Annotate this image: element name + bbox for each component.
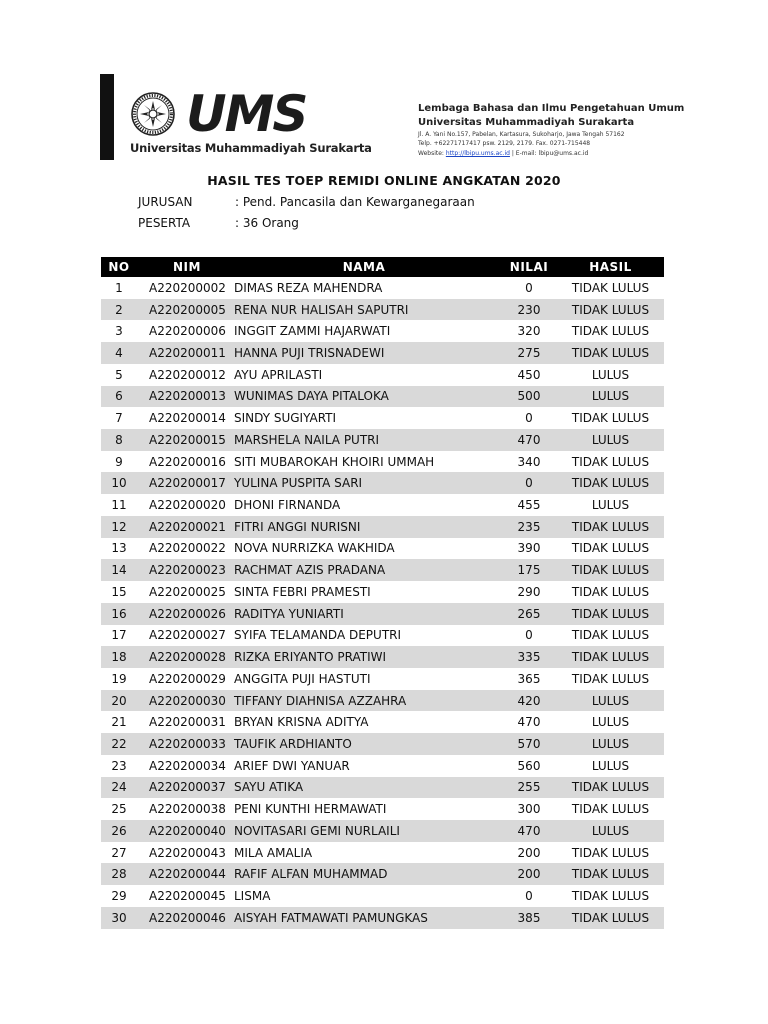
header-nama: NAMA [342, 260, 386, 274]
row-nilai: 0 [525, 888, 533, 903]
row-nim: A220200037 [149, 780, 226, 795]
row-nama: RACHMAT AZIS PRADANA [234, 563, 386, 578]
row-nilai: 200 [517, 845, 541, 860]
row-no: 23 [111, 758, 127, 773]
jurusan-label: JURUSAN [138, 195, 193, 209]
row-nilai: 340 [517, 454, 541, 469]
row-hasil: TIDAK LULUS [571, 411, 650, 426]
row-nama: MARSHELA NAILA PUTRI [234, 432, 380, 447]
row-hasil: LULUS [591, 736, 630, 751]
row-nim: A220200045 [149, 888, 226, 903]
header-no: NO [108, 260, 130, 274]
row-nim: A220200015 [149, 432, 226, 447]
row-nilai: 255 [517, 780, 541, 795]
row-no: 20 [111, 693, 127, 708]
table-row [101, 625, 664, 647]
institution-web [418, 149, 668, 158]
row-no: 16 [111, 606, 127, 621]
results-table [101, 257, 664, 929]
table-row [101, 711, 664, 733]
row-nim: A220200017 [149, 476, 226, 491]
row-nim: A220200011 [149, 346, 226, 361]
row-hasil: TIDAK LULUS [571, 302, 650, 317]
row-nim: A220200002 [149, 280, 226, 295]
row-nilai: 420 [517, 693, 541, 708]
row-nilai: 365 [517, 671, 541, 686]
table-row [101, 755, 664, 777]
row-hasil: LULUS [591, 498, 630, 513]
row-nama: NOVITASARI GEMI NURLAILI [234, 823, 400, 838]
row-nim: A220200021 [149, 519, 226, 534]
website-link[interactable]: http://lbipu.ums.ac.id [445, 149, 510, 157]
row-hasil: TIDAK LULUS [571, 888, 650, 903]
row-hasil: TIDAK LULUS [571, 324, 650, 339]
row-nama: AISYAH FATMAWATI PAMUNGKAS [234, 910, 428, 925]
letterhead [100, 74, 685, 160]
row-nim: A220200028 [149, 650, 226, 665]
row-hasil: TIDAK LULUS [571, 802, 650, 817]
row-nim: A220200006 [149, 324, 226, 339]
row-nama: MILA AMALIA [234, 845, 313, 860]
row-no: 24 [111, 780, 127, 795]
row-nilai: 235 [517, 519, 541, 534]
row-nilai: 470 [517, 432, 541, 447]
row-nilai: 0 [525, 628, 533, 643]
row-no: 12 [111, 519, 127, 534]
table-row [101, 798, 664, 820]
row-nilai: 470 [517, 715, 541, 730]
row-nama: INGGIT ZAMMI HAJARWATI [234, 324, 391, 339]
row-hasil: TIDAK LULUS [571, 454, 650, 469]
ums-seal-logo [131, 92, 175, 136]
row-no: 5 [115, 367, 123, 382]
row-nama: SINTA FEBRI PRAMESTI [234, 584, 371, 599]
row-hasil: TIDAK LULUS [571, 650, 650, 665]
row-hasil: TIDAK LULUS [571, 628, 650, 643]
table-row [101, 690, 664, 712]
row-nim: A220200014 [149, 411, 226, 426]
row-nim: A220200013 [149, 389, 226, 404]
row-no: 1 [115, 280, 123, 295]
row-nim: A220200033 [149, 736, 226, 751]
row-nim: A220200043 [149, 845, 226, 860]
jurusan-value: : Pend. Pancasila dan Kewarganegaraan [235, 195, 475, 209]
letterhead-bar [100, 74, 114, 160]
row-nama: TIFFANY DIAHNISA AZZAHRA [234, 693, 407, 708]
row-nilai: 450 [517, 367, 541, 382]
row-nama: HANNA PUJI TRISNADEWI [234, 346, 385, 361]
row-hasil: TIDAK LULUS [571, 280, 650, 295]
row-no: 26 [111, 823, 127, 838]
row-no: 7 [115, 411, 123, 426]
row-hasil: TIDAK LULUS [571, 563, 650, 578]
row-nilai: 470 [517, 823, 541, 838]
institution-phone: Telp. +62271717417 psw. 2129, 2179. Fax. 0271-715448 [418, 140, 591, 148]
table-body [101, 277, 664, 929]
row-nama: RADITYA YUNIARTI [234, 606, 344, 621]
table-row [101, 299, 664, 321]
row-no: 15 [111, 584, 127, 599]
row-hasil: LULUS [591, 715, 630, 730]
row-nilai: 335 [517, 650, 541, 665]
row-nim: A220200026 [149, 606, 226, 621]
institution-info [418, 102, 685, 158]
row-nama: ARIEF DWI YANUAR [234, 758, 350, 773]
table-row [101, 863, 664, 885]
table-row [101, 668, 664, 690]
row-nilai: 290 [517, 584, 541, 599]
row-no: 17 [111, 628, 127, 643]
institution-address: Jl. A. Yani No.157, Pabelan, Kartasura, Sukoharjo, Jawa Tengah 57162 [418, 131, 625, 138]
row-nilai: 200 [517, 867, 541, 882]
row-nilai: 0 [525, 476, 533, 491]
row-no: 27 [111, 845, 127, 860]
brand-wordmark: UMS [186, 85, 307, 143]
table-row [101, 777, 664, 799]
table-row [101, 646, 664, 668]
row-nilai: 230 [517, 302, 541, 317]
email-text: | E-mail: lbipu@ums.ac.id [509, 149, 589, 157]
row-nama: RAFIF ALFAN MUHAMMAD [234, 867, 388, 882]
row-hasil: TIDAK LULUS [571, 606, 650, 621]
header-nim: NIM [173, 260, 201, 274]
row-no: 22 [111, 736, 127, 751]
row-no: 9 [115, 454, 123, 469]
table-row [101, 516, 664, 538]
row-nim: A220200027 [149, 628, 226, 643]
table-row [101, 277, 664, 299]
row-hasil: TIDAK LULUS [571, 671, 650, 686]
row-nilai: 275 [517, 346, 541, 361]
row-nim: A220200029 [149, 671, 226, 686]
row-nama: PENI KUNTHI HERMAWATI [234, 802, 387, 817]
row-nilai: 0 [525, 411, 533, 426]
row-no: 11 [111, 498, 127, 513]
row-nim: A220200030 [149, 693, 226, 708]
row-no: 10 [111, 476, 127, 491]
row-nama: WUNIMAS DAYA PITALOKA [234, 389, 389, 404]
table-row [101, 538, 664, 560]
row-nilai: 0 [525, 280, 533, 295]
row-nama: LISMA [234, 888, 271, 903]
row-nim: A220200034 [149, 758, 226, 773]
row-hasil: LULUS [591, 693, 630, 708]
table-row [101, 342, 664, 364]
row-nilai: 175 [517, 563, 541, 578]
row-no: 3 [115, 324, 123, 339]
table-row [101, 733, 664, 755]
row-nim: A220200023 [149, 563, 226, 578]
row-nim: A220200025 [149, 584, 226, 599]
table-row [101, 603, 664, 625]
row-nim: A220200005 [149, 302, 226, 317]
table-row [101, 364, 664, 386]
row-hasil: LULUS [591, 367, 630, 382]
row-nim: A220200020 [149, 498, 226, 513]
row-nilai: 300 [517, 802, 541, 817]
row-no: 14 [111, 563, 127, 578]
row-nim: A220200040 [149, 823, 226, 838]
table-row [101, 472, 664, 494]
table-row [101, 407, 664, 429]
row-nama: NOVA NURRIZKA WAKHIDA [234, 541, 395, 556]
row-nim: A220200022 [149, 541, 226, 556]
row-hasil: LULUS [591, 758, 630, 773]
institution-name: Lembaga Bahasa dan Ilmu Pengetahuan Umum [418, 103, 685, 114]
row-nilai: 560 [517, 758, 541, 773]
table-row [101, 581, 664, 603]
row-no: 30 [111, 910, 127, 925]
row-hasil: LULUS [591, 823, 630, 838]
row-hasil: TIDAK LULUS [571, 541, 650, 556]
row-no: 6 [115, 389, 123, 404]
table-row [101, 429, 664, 451]
row-nama: DHONI FIRNANDA [234, 498, 341, 513]
row-no: 4 [115, 346, 123, 361]
row-nama: SITI MUBAROKAH KHOIRI UMMAH [234, 454, 435, 469]
row-nilai: 570 [517, 736, 541, 751]
row-no: 28 [111, 867, 127, 882]
row-nilai: 455 [517, 498, 541, 513]
row-no: 29 [111, 888, 127, 903]
table-row [101, 820, 664, 842]
header-nilai: NILAI [509, 260, 549, 274]
row-nama: SYIFA TELAMANDA DEPUTRI [234, 628, 402, 643]
table-row [101, 559, 664, 581]
row-hasil: TIDAK LULUS [571, 476, 650, 491]
row-nama: RIZKA ERIYANTO PRATIWI [234, 650, 387, 665]
row-nim: A220200038 [149, 802, 226, 817]
row-hasil: TIDAK LULUS [571, 910, 650, 925]
row-no: 18 [111, 650, 127, 665]
row-hasil: TIDAK LULUS [571, 845, 650, 860]
row-nilai: 500 [517, 389, 541, 404]
row-nama: FITRI ANGGI NURISNI [234, 519, 361, 534]
table-header [101, 257, 664, 277]
row-nama: DIMAS REZA MAHENDRA [234, 280, 383, 295]
document-title: HASIL TES TOEP REMIDI ONLINE ANGKATAN 2020 [207, 173, 561, 188]
row-nilai: 385 [517, 910, 541, 925]
university-name: Universitas Muhammadiyah Surakarta [130, 141, 372, 155]
table-row [101, 494, 664, 516]
table-row [101, 386, 664, 408]
row-nim: A220200044 [149, 867, 226, 882]
table-row [101, 451, 664, 473]
header-hasil: HASIL [589, 260, 632, 274]
row-no: 19 [111, 671, 127, 686]
row-no: 2 [115, 302, 123, 317]
website-label: Website: [418, 149, 446, 157]
row-nilai: 390 [517, 541, 541, 556]
row-hasil: TIDAK LULUS [571, 780, 650, 795]
row-nama: ANGGITA PUJI HASTUTI [234, 671, 371, 686]
row-hasil: TIDAK LULUS [571, 867, 650, 882]
row-hasil: TIDAK LULUS [571, 346, 650, 361]
row-nama: YULINA PUSPITA SARI [234, 476, 363, 491]
row-nama: BRYAN KRISNA ADITYA [234, 715, 369, 730]
row-nim: A220200016 [149, 454, 226, 469]
table-row [101, 907, 664, 929]
row-no: 25 [111, 802, 127, 817]
row-hasil: LULUS [591, 389, 630, 404]
row-hasil: TIDAK LULUS [571, 519, 650, 534]
row-no: 13 [111, 541, 127, 556]
institution-university: Universitas Muhammadiyah Surakarta [418, 117, 635, 128]
row-nama: SINDY SUGIYARTI [234, 411, 337, 426]
row-nilai: 265 [517, 606, 541, 621]
peserta-value: : 36 Orang [235, 216, 299, 230]
row-nim: A220200046 [149, 910, 226, 925]
row-hasil: LULUS [591, 432, 630, 447]
row-nama: AYU APRILASTI [234, 367, 323, 382]
row-no: 21 [111, 715, 127, 730]
table-row [101, 885, 664, 907]
row-nilai: 320 [517, 324, 541, 339]
row-nama: SAYU ATIKA [234, 780, 304, 795]
table-row [101, 842, 664, 864]
row-nama: RENA NUR HALISAH SAPUTRI [234, 302, 409, 317]
row-nama: TAUFIK ARDHIANTO [234, 736, 352, 751]
row-nim: A220200012 [149, 367, 226, 382]
table-row [101, 320, 664, 342]
peserta-label: PESERTA [138, 216, 191, 230]
row-nim: A220200031 [149, 715, 226, 730]
row-hasil: TIDAK LULUS [571, 584, 650, 599]
row-no: 8 [115, 432, 123, 447]
